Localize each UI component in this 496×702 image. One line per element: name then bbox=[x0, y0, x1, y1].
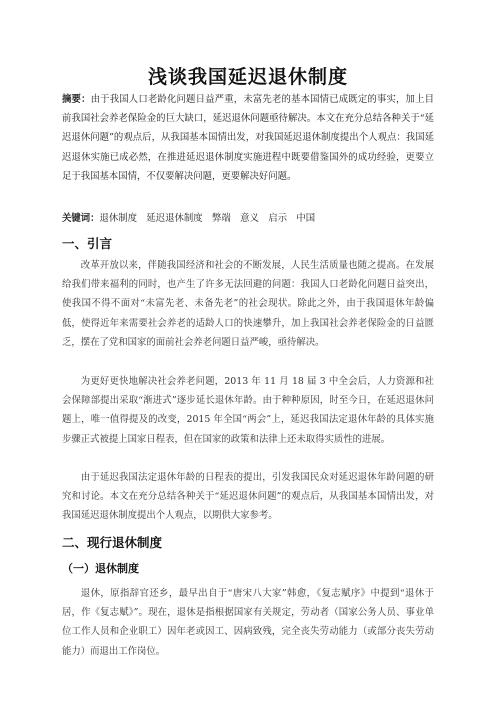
paragraph-intro-1: 改革开放以来，伴随我国经济和社会的不断发展，人民生活质量也随之提高。在发展给我们带来福利的同时，也产生了许多无法回避的问题：我国人口老龄化问题日益突出，使我国不得不面对“未富先老、未备先老”的社会现状。除此之外，由于我国退休年龄偏低，使得近年来需要社会养老的适龄人口的快速攀升，加上我国社会养老保险金的日益匮乏，摆在了党和国家的面前社会养老问题日益严峻，亟待解决。 bbox=[62, 260, 434, 348]
keywords-text: 退休制度 延迟退休制度 弊端 意义 启示 中国 bbox=[99, 213, 316, 224]
document-title: 浅谈我国延迟退休制度 bbox=[147, 66, 348, 88]
section-heading-intro: 一、引言 bbox=[62, 236, 113, 251]
abstract-label: 摘要： bbox=[62, 94, 91, 105]
keywords-label: 关键词： bbox=[62, 213, 100, 224]
paragraph-intro-3: 由于延迟我国法定退休年龄的日程表的提出，引发我国民众对延迟退休年龄问题的研究和讨论。本文在充分总结各种关于“延迟退休问题”的观点后，从我国基本国情出发，对我国延迟退休制度提出个人观点，以期供大家参考。 bbox=[62, 472, 434, 522]
abstract-text: 由于我国人口老龄化问题日益严重，未富先老的基本国情已成既定的事实，加上目前我国社会养老保险金的巨大缺口，延迟退休问题亟待解决。本文在充分总结各种关于“延迟退休问题”的观点后，从我国基本国情出发，对我国延迟退休制度提出个人观点：我国延迟退休实施已成必然，在推进延迟退休制度实施进程中既要借鉴国外的成功经验，更要立足于我国基本国情，不仅要解决问题，更要解决好问题。 bbox=[62, 94, 434, 182]
subsection-heading-retirement: （一）退休制度 bbox=[62, 562, 139, 575]
paragraph-intro-2: 为更好更快地解决社会养老问题，2013 年 11 月 18 届 3 中全会后，人力资源和社会保障部提出采取“渐进式”逐步延长退休年龄。由于种种原因，时至今日，在延迟退休问题上，唯一值得提及的改变，2015 年全国“两会”上，延迟我国法定退休年龄的具体实施步骤正式被提上国家日程表，但在国家的政策和法律上还未取得实质性的进展。 bbox=[62, 376, 434, 445]
abstract bbox=[62, 90, 434, 186]
paragraph-retirement-1: 退休，原指辞官还乡，最早出自于“唐宋八大家”韩愈，《复志赋序》中提到“退休于居，作《复志赋》”。现在，退休是指根据国家有关规定，劳动者（国家公务人员、事业单位工作人员和企业职工）因年老或因工、因病致残，完全丧失劳动能力（或部分丧失劳动能力）而退出工作岗位。 bbox=[62, 588, 434, 657]
keywords bbox=[62, 212, 434, 226]
section-heading-current-system: 二、现行退休制度 bbox=[62, 535, 163, 550]
